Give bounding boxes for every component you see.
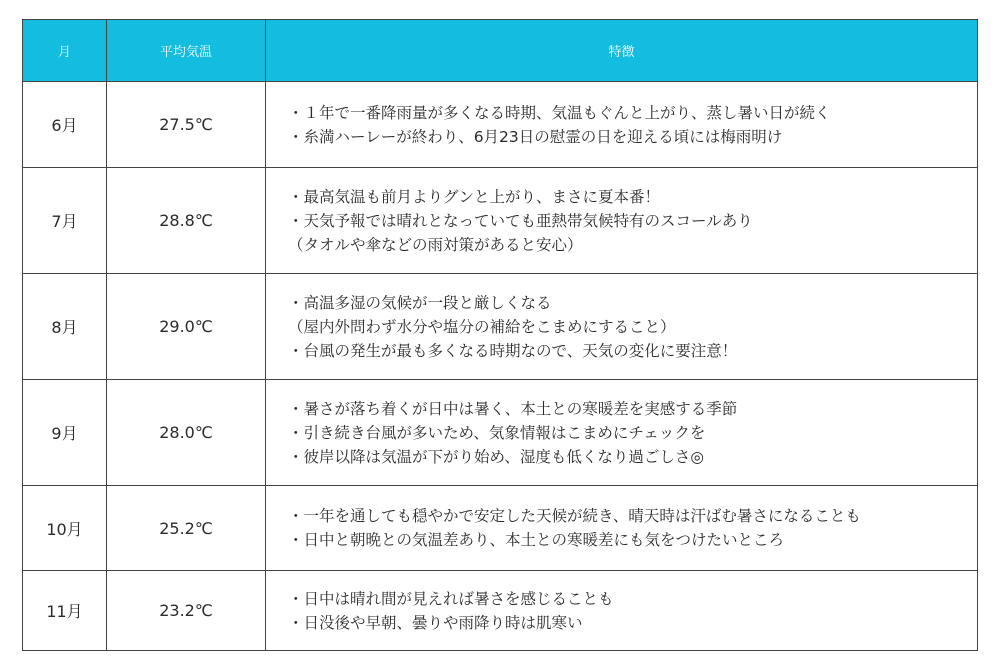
table-row bbox=[23, 380, 978, 486]
feature-line: （タオルや傘などの雨対策があると安心） bbox=[288, 235, 583, 254]
feature-line: ・日中と朝晩との気温差あり、本土との寒暖差にも気をつけたいところ bbox=[288, 531, 785, 549]
climate-table bbox=[22, 19, 978, 651]
temp-cell: 25.2℃ bbox=[107, 486, 266, 571]
month-cell: 11月 bbox=[23, 571, 107, 651]
features-cell bbox=[266, 274, 978, 380]
table-header-row bbox=[23, 20, 978, 82]
features-cell bbox=[266, 571, 978, 651]
temp-cell: 28.0℃ bbox=[107, 380, 266, 486]
table-row bbox=[23, 571, 978, 651]
feature-line: ・１年で一番降雨量が多くなる時期、気温もぐんと上がり、蒸し暑い日が続く bbox=[288, 103, 831, 122]
table-row bbox=[23, 274, 978, 380]
temp-cell: 29.0℃ bbox=[107, 274, 266, 380]
features-cell bbox=[266, 168, 978, 274]
feature-line: ・引き続き台風が多いため、気象情報はこまめにチェックを bbox=[288, 423, 706, 442]
feature-line: ・天気予報では晴れとなっていても亜熱帯気候特有のスコールあり bbox=[288, 211, 753, 230]
feature-line: （屋内外問わず水分や塩分の補給をこまめにすること） bbox=[288, 317, 676, 336]
features-cell bbox=[266, 486, 978, 571]
feature-line: ・日中は晴れ間が見えれば暑さを感じることも bbox=[288, 589, 614, 608]
feature-line: ・日没後や早朝、曇りや雨降り時は肌寒い bbox=[288, 613, 583, 632]
table-row bbox=[23, 82, 978, 168]
feature-line: ・高温多湿の気候が一段と厳しくなる bbox=[288, 293, 552, 312]
features-cell bbox=[266, 82, 978, 168]
feature-line: ・暑さが落ち着くが日中は暑く、本土との寒暖差を実感する季節 bbox=[288, 399, 738, 418]
month-cell: 6月 bbox=[23, 82, 107, 168]
feature-line: ・一年を通しても穏やかで安定した天候が続き、晴天時は汗ばむ暑さになることも bbox=[288, 507, 861, 525]
month-cell: 7月 bbox=[23, 168, 107, 274]
month-cell: 10月 bbox=[23, 486, 107, 571]
temp-cell: 23.2℃ bbox=[107, 571, 266, 651]
features-cell bbox=[266, 380, 978, 486]
table-row bbox=[23, 486, 978, 571]
temp-cell: 27.5℃ bbox=[107, 82, 266, 168]
temp-cell: 28.8℃ bbox=[107, 168, 266, 274]
feature-line: ・糸満ハーレーが終わり、6月23日の慰霊の日を迎える頃には梅雨明け bbox=[288, 127, 783, 146]
month-cell: 9月 bbox=[23, 380, 107, 486]
header-month: 月 bbox=[23, 20, 107, 82]
table-row bbox=[23, 168, 978, 274]
feature-line: ・最高気温も前月よりグンと上がり、まさに夏本番！ bbox=[288, 187, 661, 206]
header-features: 特徴 bbox=[266, 20, 978, 82]
month-cell: 8月 bbox=[23, 274, 107, 380]
header-avg-temp: 平均気温 bbox=[107, 20, 266, 82]
feature-line: ・台風の発生が最も多くなる時期なので、天気の変化に要注意！ bbox=[288, 341, 738, 360]
feature-line: ・彼岸以降は気温が下がり始め、湿度も低くなり過ごしさ◎ bbox=[288, 447, 704, 466]
